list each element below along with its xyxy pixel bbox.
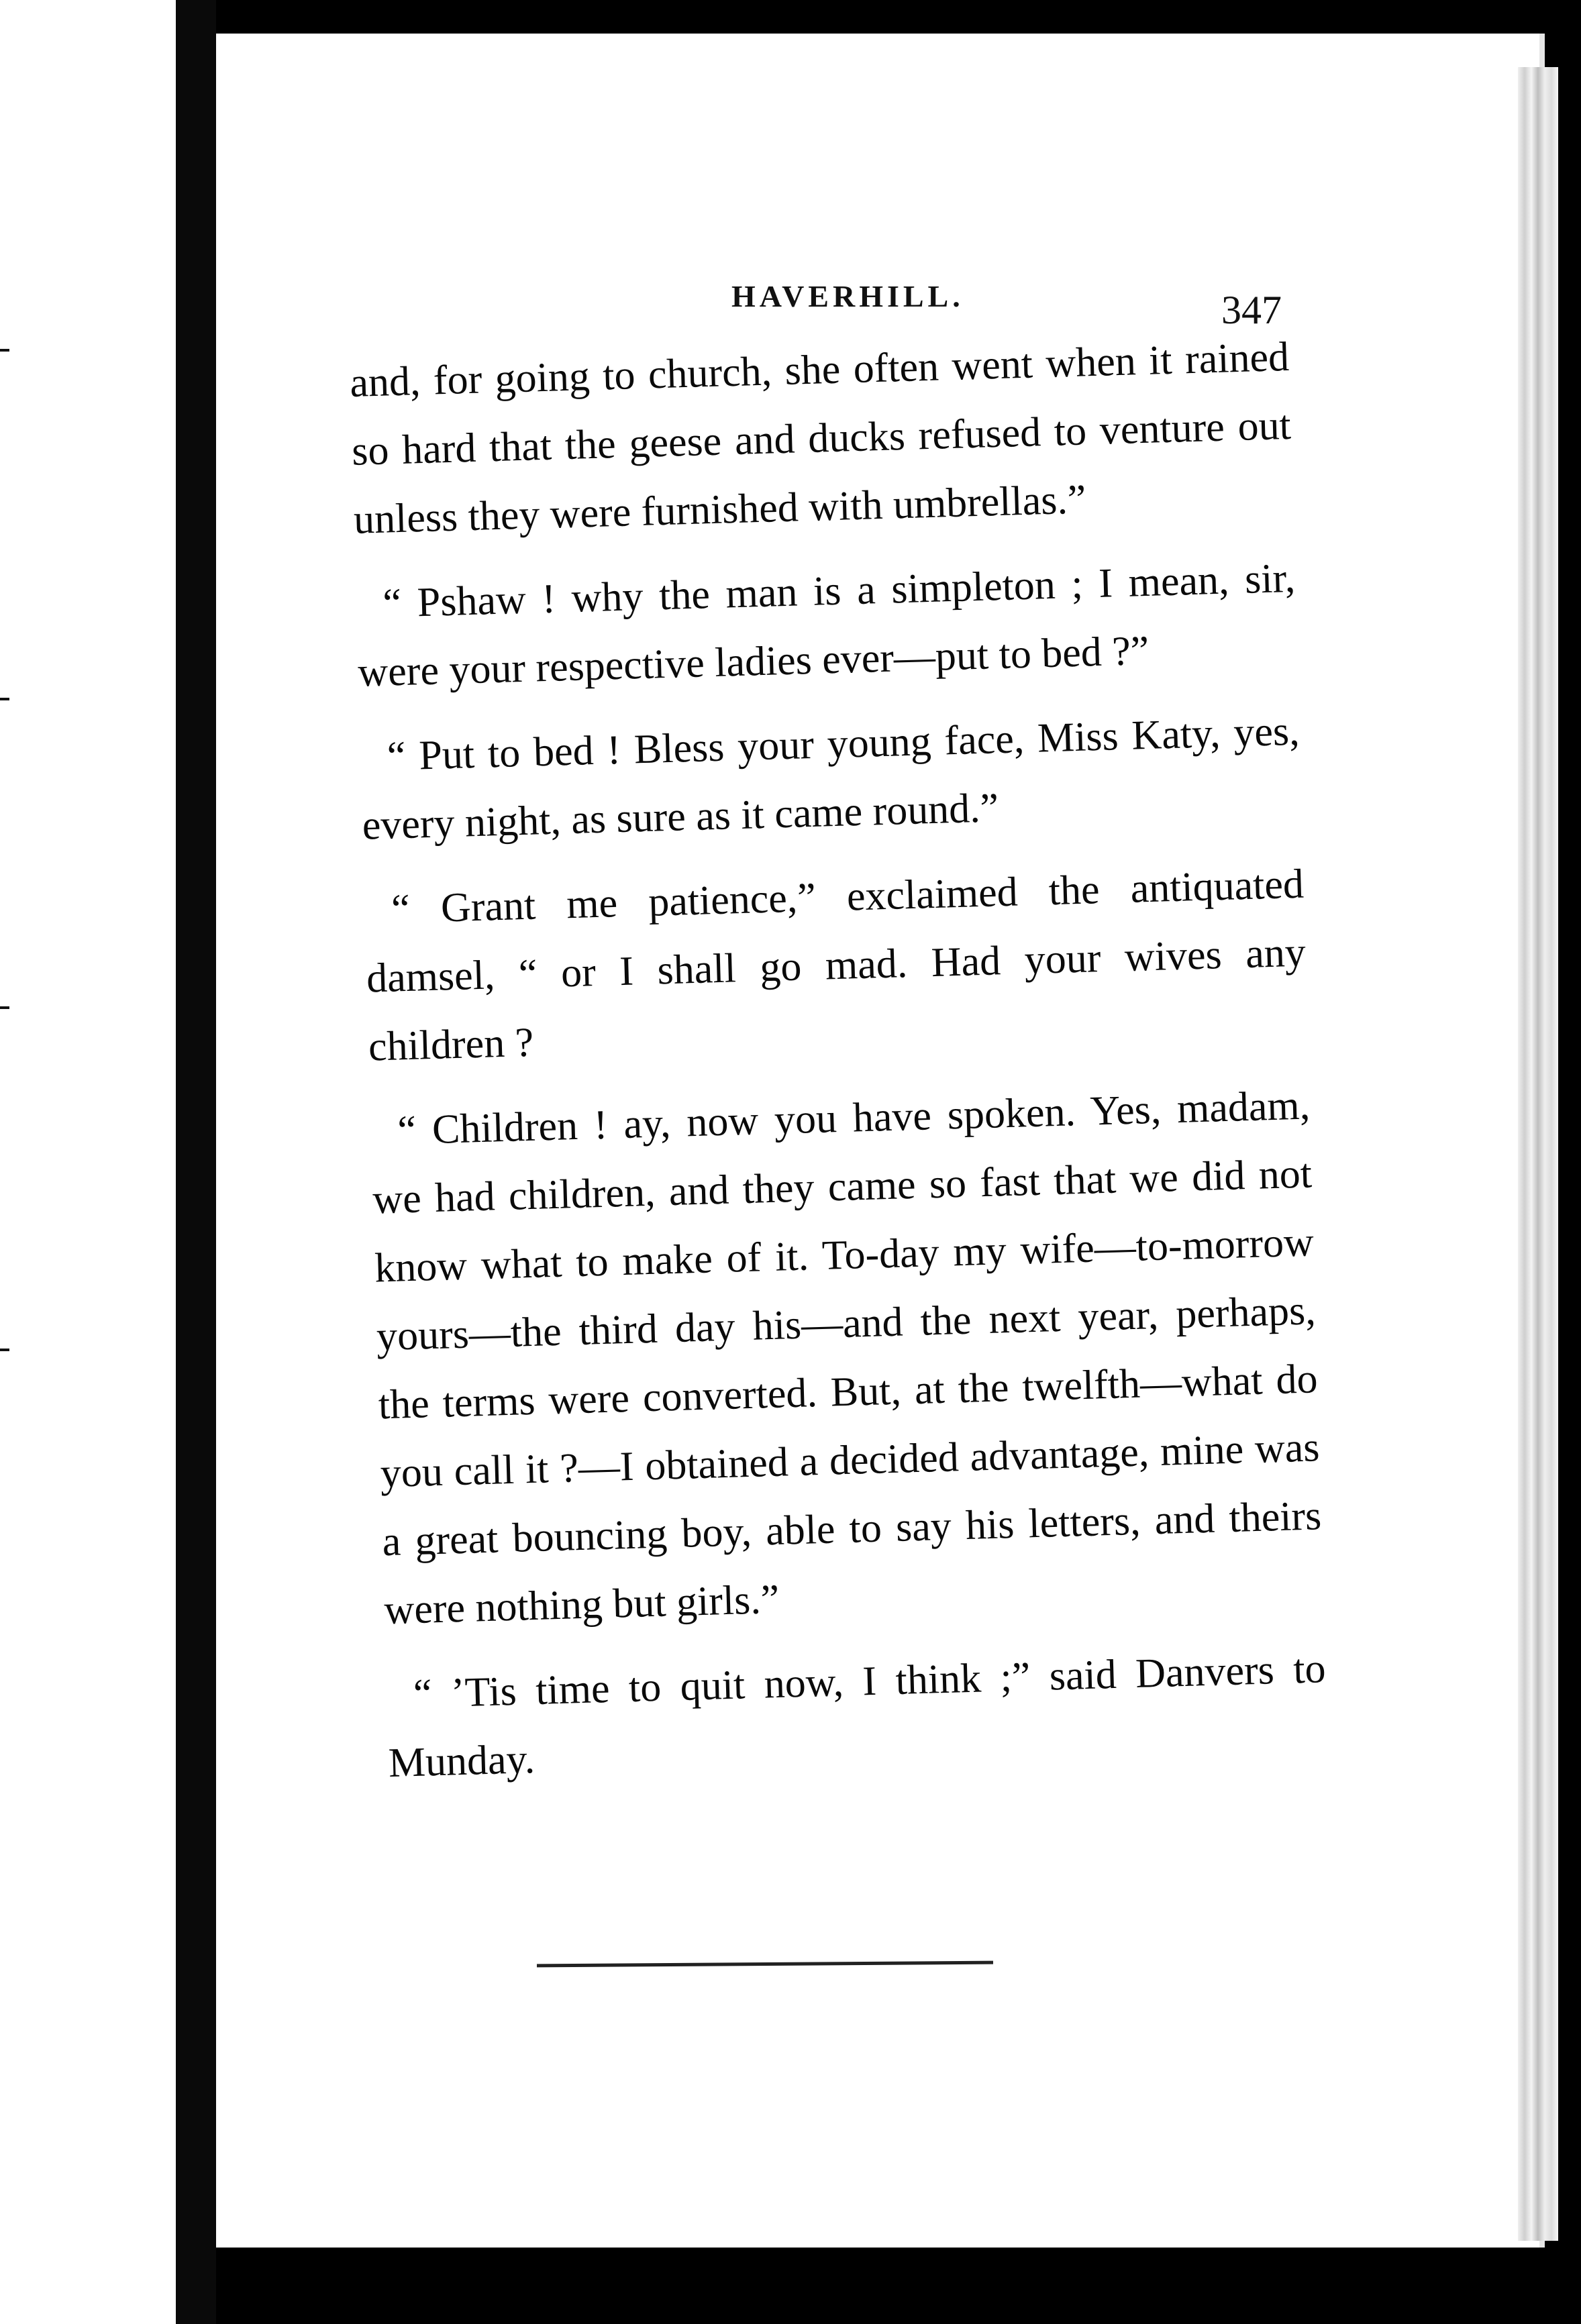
body-text (349, 323, 1331, 1891)
paragraph: “ Pshaw ! why the man is a simpleton ; I mean, sir, were your respective ladies ever—put to bed ?” (357, 555, 1296, 696)
paragraph: “ Put to bed ! Bless your young face, Miss Katy, yes, every night, as sure as it came round.” (361, 708, 1300, 849)
running-head: HAVERHILL. (731, 279, 964, 313)
book-gutter (176, 0, 216, 2324)
facing-page-edge (0, 0, 176, 2324)
paragraph: “ Children ! ay, now you have spoken. Yes, madam, we had children, and they came so fast that we did not know what to make of it. To-day my wife—to-morrow yours—the third day his—and the next year, perhaps, the terms were converted. But, at the twelfth—what do you call it ?—I obtained a decided advantage, mine was a great bouncing boy, able to say his letters, and theirs were nothing but girls.” (372, 1082, 1323, 1634)
page-stack-edge (1518, 67, 1558, 2241)
paragraph: and, for going to church, she often went when it rained so hard that the geese and ducks refused to venture out unless they were furnished with umbrellas.” (349, 333, 1292, 543)
paragraph: “ Grant me patience,” exclaimed the antiquated damsel, “ or I shall go mad. Had your wives any children ? (366, 861, 1307, 1070)
page-number: 347 (1221, 288, 1282, 332)
facing-page-marks (0, 0, 176, 2324)
paragraph: “ ’Tis time to quit now, I think ;” said Danvers to Munday. (387, 1646, 1327, 1787)
